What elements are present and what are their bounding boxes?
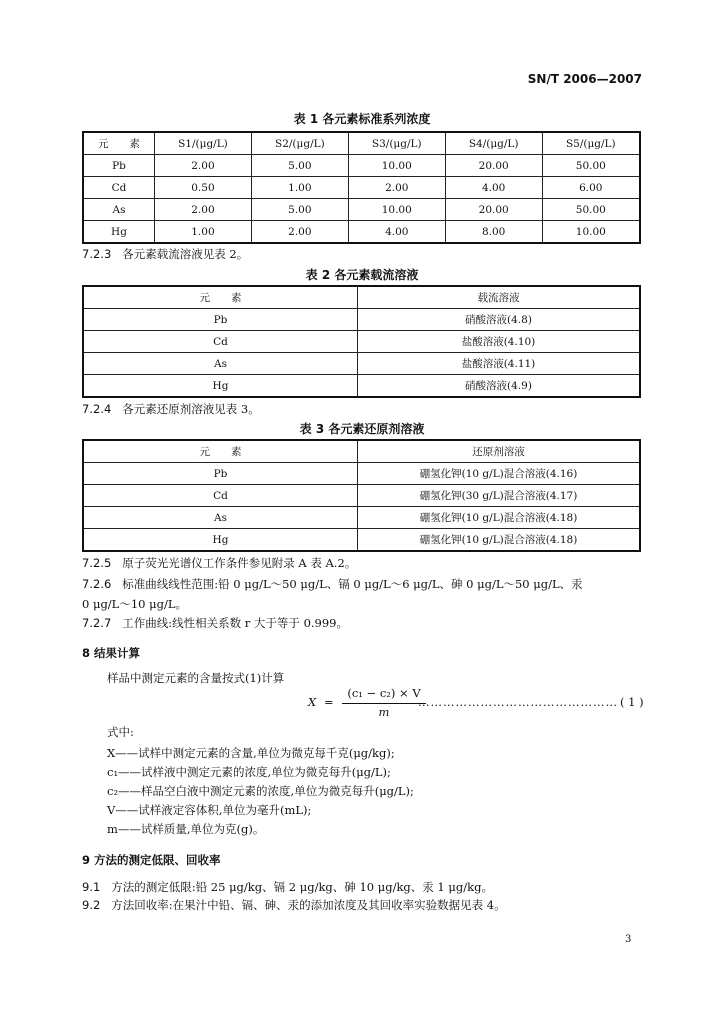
- table-cell: 2.00: [155, 155, 252, 177]
- formula-number: ( 1 ): [620, 695, 644, 709]
- formula-denominator: m: [378, 705, 390, 719]
- fraction-bar: [342, 703, 426, 704]
- formula-equals: =: [324, 695, 334, 709]
- clause-7-2-3: [82, 246, 248, 262]
- clause-7-2-4: [82, 401, 260, 417]
- table-cell: Hg: [83, 529, 358, 552]
- definition-item: c₂——样品空白液中测定元素的浓度,单位为微克每升(μg/L);: [107, 784, 414, 798]
- table-cell: As: [83, 507, 358, 529]
- formula-lhs: X: [308, 695, 317, 709]
- table-cell: Pb: [83, 309, 358, 331]
- table-cell: As: [83, 199, 155, 221]
- table-row: [83, 507, 640, 529]
- clause-7-2-7: [82, 615, 348, 631]
- table-cell: 硝酸溶液(4.8): [358, 309, 641, 331]
- table-cell: 50.00: [542, 155, 640, 177]
- section-8-heading: 8 结果计算: [82, 646, 141, 660]
- table1-title: 表 1 各元素标准系列浓度: [293, 112, 431, 126]
- table-cell: 硝酸溶液(4.9): [358, 375, 641, 398]
- clause-text: 工作曲线:线性相关系数 r 大于等于 0.999。: [122, 616, 348, 630]
- definition-item: X——试样中测定元素的含量,单位为微克每千克(μg/kg);: [107, 746, 395, 760]
- table3-reductant-solutions: [82, 439, 641, 552]
- table-row: [83, 463, 640, 485]
- table-cell: 5.00: [251, 155, 348, 177]
- table-cell: 盐酸溶液(4.11): [358, 353, 641, 375]
- table-header-cell: 还原剂溶液: [358, 440, 641, 463]
- clause-7-2-6-continued: 0 μg/L～10 μg/L。: [82, 597, 187, 611]
- table-cell: 硼氢化钾(10 g/L)混合溶液(4.18): [358, 529, 641, 552]
- table-header-cell: S4/(μg/L): [445, 132, 542, 155]
- definition-item: m——试样质量,单位为克(g)。: [107, 822, 265, 836]
- table1-standard-concentrations: [82, 131, 641, 244]
- table-header-cell: 元 素: [83, 440, 358, 463]
- table-row: [83, 199, 640, 221]
- clause-number: 9.2: [82, 898, 101, 912]
- clause-text: 各元素还原剂溶液见表 3。: [122, 402, 260, 416]
- formula-leader-dots: …………………………………………: [418, 695, 618, 709]
- clause-9-2: [82, 897, 506, 913]
- table-cell: 20.00: [445, 155, 542, 177]
- table3-title: 表 3 各元素还原剂溶液: [299, 422, 425, 436]
- table-header-cell: S2/(μg/L): [251, 132, 348, 155]
- clause-7-2-6: [82, 576, 583, 592]
- clause-number: 7.2.3: [82, 247, 112, 261]
- table-row: [83, 177, 640, 199]
- section-9-heading: 9 方法的测定低限、回收率: [82, 853, 221, 867]
- table-header-cell: 载流溶液: [358, 286, 641, 309]
- table-cell: As: [83, 353, 358, 375]
- table-row: [83, 331, 640, 353]
- page-number: 3: [625, 934, 632, 945]
- table-cell: 0.50: [155, 177, 252, 199]
- clause-number: 9.1: [82, 880, 101, 894]
- table-row: [83, 353, 640, 375]
- table-cell: 2.00: [251, 221, 348, 244]
- table-cell: 50.00: [542, 199, 640, 221]
- table-header-cell: 元 素: [83, 286, 358, 309]
- table-cell: 1.00: [251, 177, 348, 199]
- table-cell: 5.00: [251, 199, 348, 221]
- definition-item: V——试样液定容体积,单位为毫升(mL);: [107, 803, 312, 817]
- clause-7-2-5: [82, 555, 356, 571]
- table-header-cell: S3/(μg/L): [348, 132, 445, 155]
- table-cell: 硼氢化钾(30 g/L)混合溶液(4.17): [358, 485, 641, 507]
- formula-1: [308, 686, 648, 720]
- clause-text: 标准曲线线性范围:铅 0 μg/L～50 μg/L、镉 0 μg/L～6 μg/L、砷 0 μg/L～50 μg/L、汞: [122, 577, 583, 591]
- table-cell: Hg: [83, 221, 155, 244]
- clause-9-1: [82, 879, 493, 895]
- table-header-row: [83, 440, 640, 463]
- table-cell: Cd: [83, 331, 358, 353]
- table-cell: Pb: [83, 155, 155, 177]
- table-cell: 4.00: [348, 221, 445, 244]
- clause-text: 原子荧光光谱仪工作条件参见附录 A 表 A.2。: [122, 556, 357, 570]
- definition-item: c₁——试样液中测定元素的浓度,单位为微克每升(μg/L);: [107, 765, 391, 779]
- table-row: [83, 221, 640, 244]
- clause-number: 7.2.7: [82, 616, 112, 630]
- table2-title: 表 2 各元素载流溶液: [305, 268, 419, 282]
- table-row: [83, 529, 640, 552]
- table-cell: 6.00: [542, 177, 640, 199]
- table-cell: Cd: [83, 485, 358, 507]
- table-row: [83, 485, 640, 507]
- table-row: [83, 309, 640, 331]
- table-header-cell: S1/(μg/L): [155, 132, 252, 155]
- table-cell: 8.00: [445, 221, 542, 244]
- table-cell: 硼氢化钾(10 g/L)混合溶液(4.18): [358, 507, 641, 529]
- table2-carrier-solutions: [82, 285, 641, 398]
- clause-text: 方法回收率:在果汁中铅、镉、砷、汞的添加浓度及其回收率实验数据见表 4。: [111, 898, 506, 912]
- table-cell: Pb: [83, 463, 358, 485]
- clause-number: 7.2.4: [82, 402, 112, 416]
- table-cell: 2.00: [155, 199, 252, 221]
- table-cell: 1.00: [155, 221, 252, 244]
- table-cell: 4.00: [445, 177, 542, 199]
- table-header-cell: 元 素: [83, 132, 155, 155]
- table-cell: 10.00: [348, 155, 445, 177]
- table-header-row: [83, 132, 640, 155]
- clause-number: 7.2.6: [82, 577, 112, 591]
- table-header-row: [83, 286, 640, 309]
- table-cell: 2.00: [348, 177, 445, 199]
- table-cell: Hg: [83, 375, 358, 398]
- formula-numerator: (c₁ − c₂) × V: [347, 686, 421, 700]
- standard-code: SN/T 2006—2007: [527, 72, 642, 86]
- clause-text: 方法的测定低限:铅 25 μg/kg、镉 2 μg/kg、砷 10 μg/kg、汞 1 μg/kg。: [111, 880, 493, 894]
- table-cell: 盐酸溶液(4.10): [358, 331, 641, 353]
- table-cell: 10.00: [348, 199, 445, 221]
- clause-text: 各元素载流溶液见表 2。: [122, 247, 249, 261]
- table-header-cell: S5/(μg/L): [542, 132, 640, 155]
- where-label: 式中:: [107, 725, 134, 739]
- table-cell: Cd: [83, 177, 155, 199]
- table-cell: 硼氢化钾(10 g/L)混合溶液(4.16): [358, 463, 641, 485]
- section-8-intro: 样品中测定元素的含量按式(1)计算: [107, 671, 285, 685]
- table-row: [83, 155, 640, 177]
- table-cell: 10.00: [542, 221, 640, 244]
- table-row: [83, 375, 640, 398]
- clause-number: 7.2.5: [82, 556, 112, 570]
- table-cell: 20.00: [445, 199, 542, 221]
